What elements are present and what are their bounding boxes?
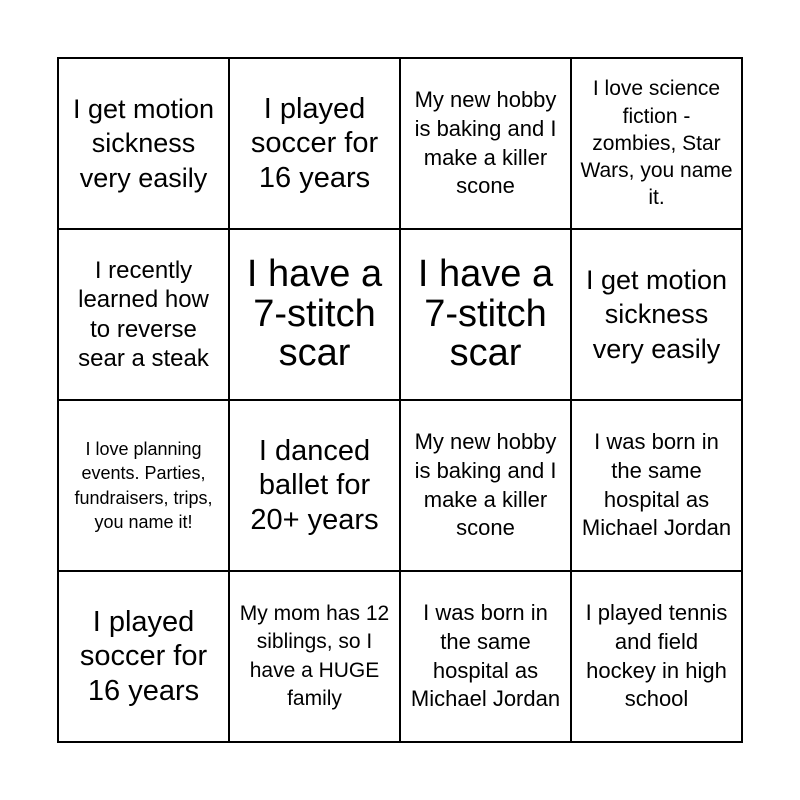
bingo-cell-text: I played tennis and field hockey in high school bbox=[585, 600, 728, 712]
bingo-cell-text: I danced ballet for 20+ years bbox=[250, 435, 379, 536]
bingo-cell-5[interactable] bbox=[59, 230, 230, 401]
bingo-cell-text: I get motion sickness very easily bbox=[585, 264, 728, 364]
bingo-cell-1[interactable] bbox=[59, 59, 230, 230]
bingo-cell-text: I was born in the same hospital as Michael Jordan bbox=[581, 429, 732, 541]
bingo-cell-8[interactable] bbox=[572, 230, 743, 401]
bingo-cell-13[interactable] bbox=[59, 572, 230, 743]
bingo-cell-text: I love planning events. Parties, fundraisers, trips, you name it! bbox=[74, 438, 213, 532]
bingo-cell-text: I have a 7-stitch scar bbox=[246, 252, 383, 375]
bingo-cell-9[interactable] bbox=[59, 401, 230, 572]
bingo-cell-text: I have a 7-stitch scar bbox=[417, 252, 554, 375]
bingo-cell-text: I played soccer for 16 years bbox=[250, 93, 379, 194]
bingo-cell-14[interactable] bbox=[230, 572, 401, 743]
bingo-cell-text: I played soccer for 16 years bbox=[79, 606, 208, 707]
bingo-card bbox=[57, 57, 743, 743]
bingo-cell-text: My mom has 12 siblings, so I have a HUGE family bbox=[239, 601, 390, 710]
bingo-cell-12[interactable] bbox=[572, 401, 743, 572]
bingo-cell-text: I get motion sickness very easily bbox=[72, 93, 215, 193]
bingo-cell-11[interactable] bbox=[401, 401, 572, 572]
bingo-cell-3[interactable] bbox=[401, 59, 572, 230]
bingo-cell-text: I love science fiction - zombies, Star Wars, you name it. bbox=[580, 77, 733, 210]
bingo-cell-15[interactable] bbox=[401, 572, 572, 743]
bingo-cell-2[interactable] bbox=[230, 59, 401, 230]
bingo-cell-text: I was born in the same hospital as Michael Jordan bbox=[410, 600, 561, 712]
bingo-cell-7[interactable] bbox=[401, 230, 572, 401]
bingo-cell-4[interactable] bbox=[572, 59, 743, 230]
bingo-cell-16[interactable] bbox=[572, 572, 743, 743]
bingo-cell-text: My new hobby is baking and I make a killer scone bbox=[414, 429, 557, 541]
bingo-cell-text: I recently learned how to reverse sear a steak bbox=[78, 256, 209, 372]
bingo-cell-6[interactable] bbox=[230, 230, 401, 401]
bingo-cell-10[interactable] bbox=[230, 401, 401, 572]
bingo-cell-text: My new hobby is baking and I make a killer scone bbox=[414, 87, 557, 199]
